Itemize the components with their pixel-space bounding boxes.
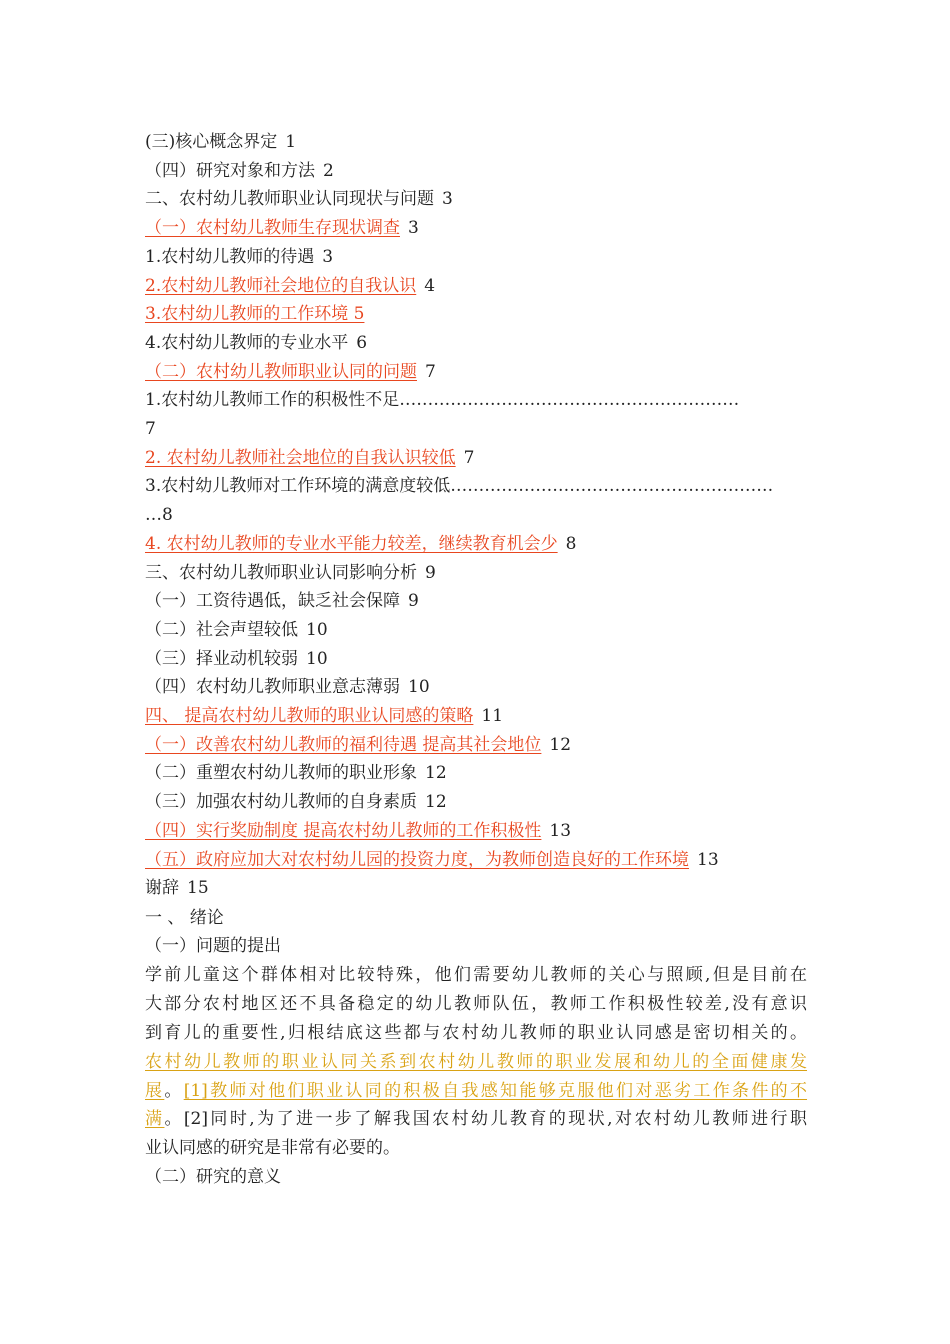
- section-heading-introduction: 一 、 绪论: [145, 908, 224, 928]
- citation-link[interactable]: [1]教师对他们职业认同的积极自我感知能够克服他们对恶劣工作条件的不: [183, 1081, 808, 1101]
- toc-entry: [145, 673, 430, 701]
- subsection-heading-problem: （一）问题的提出: [145, 936, 281, 956]
- toc-entry-title: （二）重塑农村幼儿教师的职业形象: [145, 763, 417, 784]
- toc-entry-page-number: 12: [425, 792, 447, 813]
- toc-entry-page-number: 3: [408, 218, 419, 239]
- paragraph-line: 到育儿的重要性,归根结底这些都与农村幼儿教师的职业认同感是密切相关的。: [145, 1023, 807, 1043]
- toc-entry-page-number: 7: [463, 447, 475, 468]
- toc-entry-title: （一）工资待遇低，缺乏社会保障: [145, 591, 400, 612]
- paragraph-line: [145, 1105, 807, 1133]
- toc-entry-page-number: 9: [425, 562, 436, 583]
- toc-entry: [145, 788, 447, 816]
- toc-entry-title[interactable]: （二）农村幼儿教师职业认同的问题: [145, 361, 417, 382]
- toc-entry: [145, 501, 173, 529]
- citation-link[interactable]: 展: [145, 1081, 165, 1101]
- toc-entry-page-number: 7: [425, 361, 436, 382]
- toc-entry: [145, 874, 209, 902]
- subsection-heading-significance: （二）研究的意义: [145, 1167, 281, 1187]
- toc-entry-title[interactable]: 2.农村幼儿教师社会地位的自我认识: [145, 275, 417, 296]
- toc-entry-title: （四）研究对象和方法: [145, 160, 315, 181]
- toc-entry[interactable]: [145, 358, 436, 386]
- toc-entry-page-number: 11: [481, 706, 504, 726]
- toc-entry: [145, 645, 328, 673]
- toc-entry: [145, 128, 296, 156]
- toc-entry: [145, 243, 333, 271]
- toc-entry: [145, 157, 334, 185]
- toc-entry: [145, 587, 419, 615]
- paragraph-text: 。[2]同时,为了进一步了解我国农村幼儿教育的现状,对农村幼儿教师进行职: [164, 1109, 808, 1129]
- toc-entry[interactable]: [145, 214, 419, 242]
- toc-entry-title[interactable]: （一）农村幼儿教师生存现状调查: [145, 218, 400, 239]
- toc-entry-page-number: 10: [306, 619, 328, 640]
- toc-entry-page-number: 15: [187, 878, 209, 899]
- toc-entry-title: 7: [145, 419, 156, 439]
- toc-entry-page-number: 1: [285, 132, 297, 152]
- toc-entry-title: 谢辞: [145, 878, 179, 899]
- toc-entry: [145, 759, 447, 787]
- toc-entry: [145, 616, 328, 644]
- toc-entry-title: 1.农村幼儿教师的待遇: [145, 246, 315, 267]
- toc-entry: [145, 329, 367, 357]
- paragraph-line: 业认同感的研究是非常有必要的。: [145, 1138, 400, 1158]
- toc-entry-title: 4.农村幼儿教师的专业水平: [145, 332, 349, 353]
- toc-entry-title[interactable]: 4. 农村幼儿教师的专业水平能力较差，继续教育机会少: [145, 533, 558, 554]
- toc-entry-title: （四）农村幼儿教师职业意志薄弱: [145, 677, 400, 698]
- toc-entry-page-number: 12: [425, 763, 447, 784]
- toc-entry-title: （三）加强农村幼儿教师的自身素质: [145, 792, 417, 813]
- toc-entry[interactable]: [145, 530, 576, 558]
- paragraph-line: [145, 1077, 807, 1105]
- toc-entry-title[interactable]: （五）政府应加大对农村幼儿园的投资力度，为教师创造良好的工作环境: [145, 849, 689, 870]
- toc-entry[interactable]: [145, 300, 364, 328]
- paragraph-line: [145, 1048, 807, 1076]
- toc-entry: [145, 185, 453, 213]
- toc-entry[interactable]: [145, 272, 435, 300]
- toc-entry: [145, 415, 156, 443]
- toc-entry-page-number: 13: [549, 820, 572, 841]
- toc-entry-page-number: 9: [408, 591, 419, 612]
- toc-entry: [145, 559, 436, 587]
- toc-entry-title: …8: [145, 505, 173, 526]
- toc-entry-page-number: 3: [442, 189, 453, 210]
- toc-entry[interactable]: [145, 702, 503, 730]
- toc-entry-title: 二、农村幼儿教师职业认同现状与问题: [145, 189, 434, 210]
- toc-entry-title: （三）择业动机较弱: [145, 648, 298, 669]
- toc-entry: [145, 386, 739, 414]
- paragraph-line: 大部分农村地区还不具备稳定的幼儿教师队伍，教师工作积极性较差,没有意识: [145, 994, 807, 1014]
- toc-entry: [145, 472, 773, 500]
- toc-entry[interactable]: [145, 731, 571, 759]
- paragraph-text: 。: [164, 1081, 184, 1101]
- toc-entry-page-number: 6: [356, 332, 368, 353]
- paragraph-line: 学前儿童这个群体相对比较特殊，他们需要幼儿教师的关心与照顾,但是目前在: [145, 965, 807, 985]
- toc-entry-title[interactable]: 四、 提高农村幼儿教师的职业认同感的策略: [145, 706, 474, 726]
- citation-link[interactable]: 农村幼儿教师的职业认同关系到农村幼儿教师的职业发展和幼儿的全面健康发: [145, 1052, 807, 1072]
- toc-entry-title: (三)核心概念界定: [145, 132, 278, 152]
- toc-entry-title[interactable]: 3.农村幼儿教师的工作环境 5: [145, 304, 365, 325]
- toc-entry-page-number: 2: [323, 160, 334, 181]
- toc-entry-page-number: 3: [322, 246, 334, 267]
- toc-entry-page-number: 12: [549, 734, 572, 755]
- toc-entry-title: 三、农村幼儿教师职业认同影响分析: [145, 562, 417, 583]
- toc-entry-page-number: 4: [424, 275, 436, 296]
- toc-entry-title: （二）社会声望较低: [145, 619, 298, 640]
- toc-entry-page-number: 10: [306, 648, 328, 669]
- toc-entry-title: 3.农村幼儿教师对工作环境的满意度较低…………………………………………………: [145, 476, 774, 497]
- toc-entry-title[interactable]: 2. 农村幼儿教师社会地位的自我认识较低: [145, 447, 456, 468]
- toc-entry[interactable]: [145, 817, 571, 845]
- toc-entry-page-number: 8: [565, 533, 577, 554]
- toc-entry-title[interactable]: （四）实行奖励制度 提高农村幼儿教师的工作积极性: [145, 820, 542, 841]
- toc-entry-page-number: 13: [697, 849, 719, 870]
- toc-entry-title: 1.农村幼儿教师工作的积极性不足……………………………………………………: [145, 390, 740, 411]
- toc-entry[interactable]: [145, 444, 474, 472]
- toc-entry[interactable]: [145, 846, 719, 874]
- toc-entry-title[interactable]: （一）改善农村幼儿教师的福利待遇 提高其社会地位: [145, 734, 542, 755]
- toc-entry-page-number: 10: [408, 677, 430, 698]
- citation-link[interactable]: 满: [145, 1109, 165, 1129]
